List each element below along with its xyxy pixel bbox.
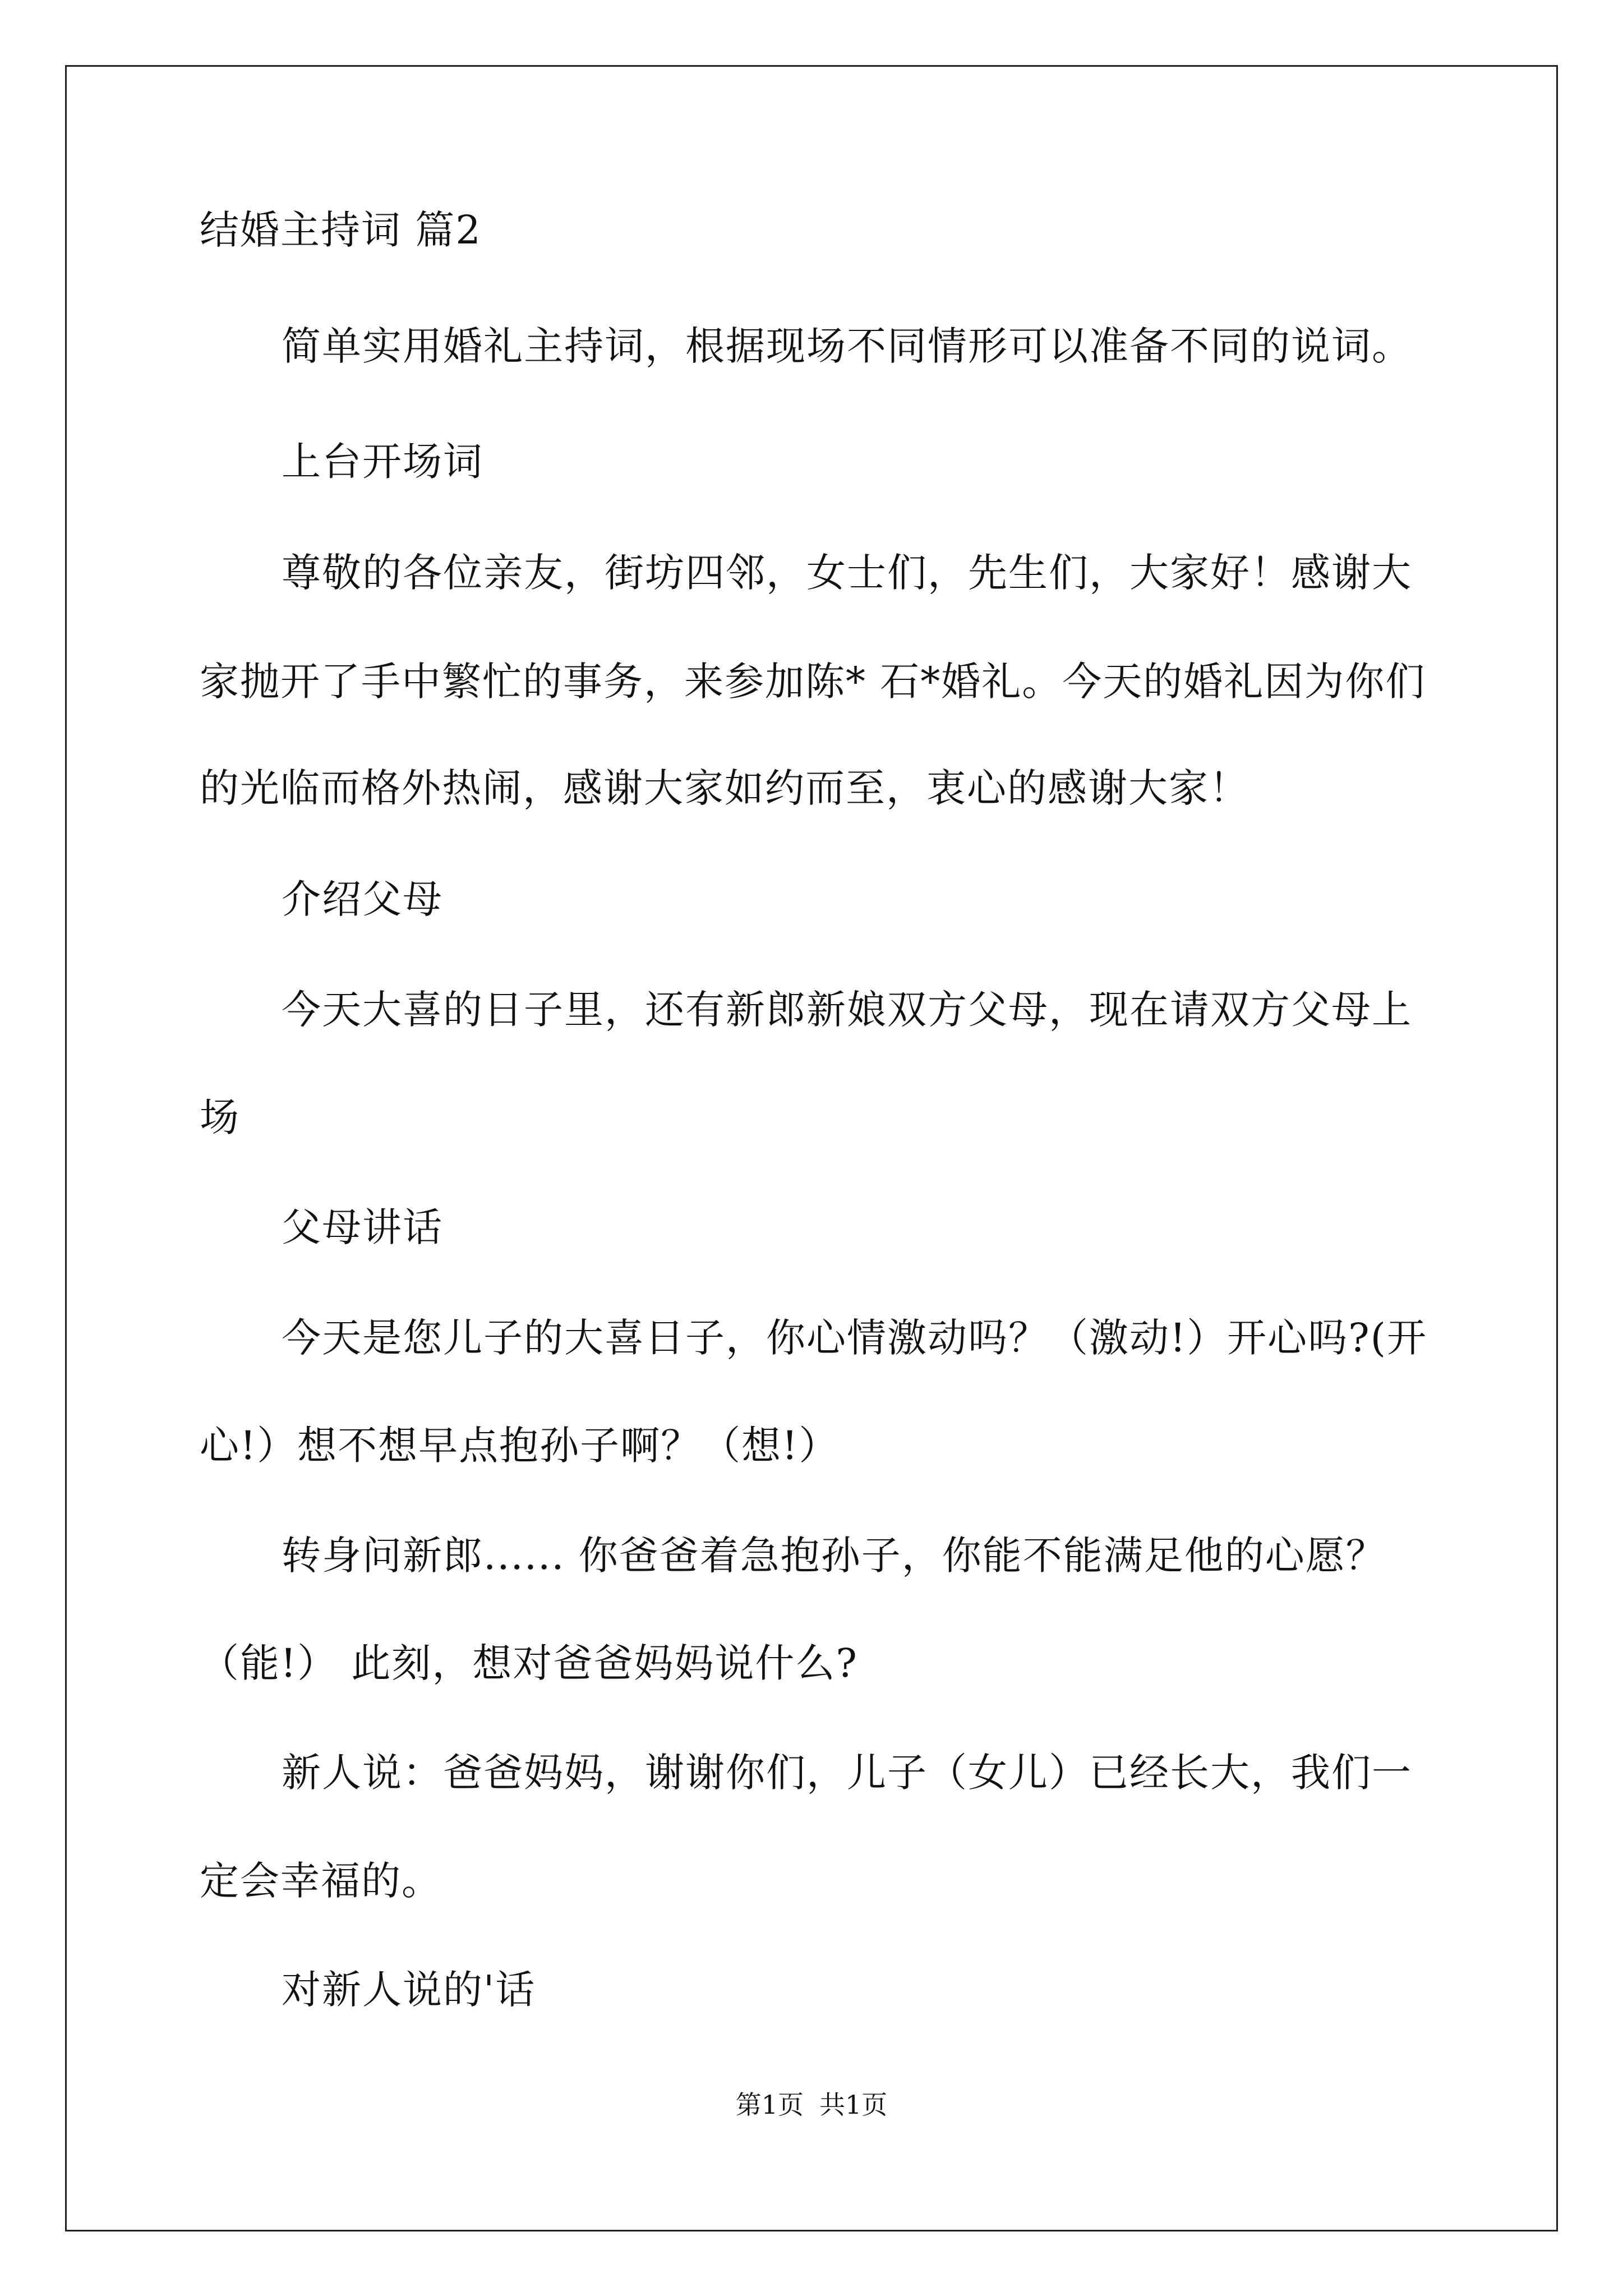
section-heading: 介绍父母 — [282, 876, 443, 922]
paragraph-line: 尊敬的各位亲友，街坊四邻，女士们，先生们，大家好！感谢大 — [282, 550, 1412, 596]
document-title: 结婚主持词 篇2 — [200, 207, 482, 253]
section-heading: 父母讲话 — [282, 1204, 443, 1250]
paragraph-line: （能!） 此刻，想对爸爸妈妈说什么? — [200, 1640, 858, 1686]
section-heading: 上台开场词 — [282, 439, 483, 485]
section-heading: 对新人说的'话 — [282, 1967, 536, 2013]
paragraph-line: 心!）想不想早点抱孙子啊？（想!） — [200, 1423, 840, 1469]
paragraph-line: 简单实用婚礼主持词，根据现场不同情形可以准备不同的说词。 — [282, 323, 1412, 369]
page-total: 共1页 — [819, 2090, 888, 2120]
paragraph-line: 家抛开了手中繁忙的事务，来参加陈* 石*婚礼。今天的婚礼因为你们 — [200, 659, 1426, 705]
paragraph-line: 的光临而格外热闹，感谢大家如约而至，衷心的感谢大家！ — [200, 765, 1249, 811]
paragraph-line: 定会幸福的。 — [200, 1858, 442, 1904]
paragraph-line: 今天大喜的日子里，还有新郎新娘双方父母，现在请双方父母上 — [282, 987, 1412, 1033]
page-number: 第1页 — [735, 2090, 804, 2120]
paragraph-line: 今天是您儿子的大喜日子，你心情激动吗？（激动!）开心吗?(开 — [282, 1315, 1427, 1361]
paragraph-line: 场 — [200, 1094, 240, 1140]
paragraph-line: 转身问新郎...... 你爸爸着急抱孙子，你能不能满足他的心愿？ — [282, 1533, 1386, 1579]
page-footer — [0, 2088, 1623, 2122]
paragraph-line: 新人说：爸爸妈妈，谢谢你们，儿子（女儿）已经长大，我们一 — [282, 1750, 1412, 1796]
